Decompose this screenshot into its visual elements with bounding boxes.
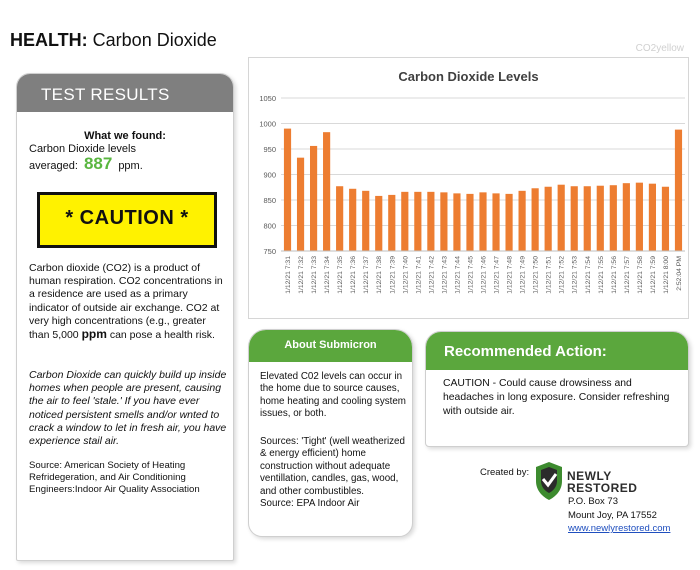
x-tick-label: 2:52:04 PM (675, 256, 683, 291)
recommended-panel (425, 331, 689, 447)
watermark-text: CO2yellow (635, 43, 684, 54)
brand-line1: NEWLY (567, 469, 612, 483)
co2-description-main: Carbon dioxide (CO2) is a product of human respiration. CO2 concentrations in a residence are used as a primary indicator of outside air exchange. CO2 at very high concentrations (e.g., greater than 5,000 (29, 262, 223, 342)
found-average-line (29, 154, 143, 174)
bar (310, 146, 317, 251)
x-tick-label: 1/12/21 7:37 (363, 256, 371, 294)
about-sources (260, 436, 410, 510)
about-panel (248, 329, 413, 537)
x-tick-label: 1/12/21 7:38 (376, 256, 384, 294)
chart-svg (249, 58, 690, 320)
bar (466, 194, 473, 251)
bar (453, 193, 460, 251)
shield-check-logo-icon (535, 461, 563, 501)
co2-description-tail: can pose a health risk. (109, 329, 215, 342)
x-tick-label: 1/12/21 7:47 (493, 256, 501, 294)
bar (427, 192, 434, 251)
x-tick-label: 1/12/21 7:41 (415, 256, 423, 294)
recommended-header: Recommended Action: (426, 332, 688, 370)
page-title-text: Carbon Dioxide (92, 30, 217, 50)
bar (323, 132, 330, 251)
page-title (10, 30, 217, 51)
bar (636, 183, 643, 251)
x-tick-label: 1/12/21 7:50 (532, 256, 540, 294)
bar (675, 130, 682, 251)
found-title: What we found: (84, 130, 166, 142)
x-tick-label: 1/12/21 7:57 (623, 256, 631, 294)
bar (558, 185, 565, 251)
x-tick-label: 1/12/21 7:43 (441, 256, 449, 294)
x-tick-label: 1/12/21 7:40 (402, 256, 410, 294)
y-tick-label: 1000 (259, 119, 276, 129)
y-tick-label: 750 (263, 247, 276, 256)
bar (401, 192, 408, 251)
x-tick-label: 1/12/21 7:56 (610, 256, 618, 294)
x-tick-label: 1/12/21 7:35 (337, 256, 345, 294)
bar (284, 129, 291, 251)
chart-title: Carbon Dioxide Levels (398, 69, 539, 84)
bar (479, 192, 486, 251)
bar (349, 189, 356, 251)
bar (662, 187, 669, 251)
bar (623, 183, 630, 251)
bar (492, 193, 499, 251)
bar (532, 188, 539, 251)
x-tick-label: 1/12/21 7:42 (428, 256, 436, 294)
x-tick-label: 1/12/21 7:49 (519, 256, 527, 294)
x-tick-label: 1/12/21 7:48 (506, 256, 514, 294)
x-tick-label: 1/12/21 7:55 (597, 256, 605, 294)
x-tick-label: 1/12/21 7:58 (636, 256, 644, 294)
website-link[interactable]: www.newlyrestored.com (568, 523, 671, 534)
x-tick-label: 1/12/21 7:32 (298, 256, 306, 294)
bar (336, 186, 343, 251)
created-by-label: Created by: (480, 467, 530, 478)
about-source-line: Source: EPA Indoor Air (260, 498, 360, 510)
x-tick-label: 1/12/21 7:53 (571, 256, 579, 294)
y-tick-label: 1050 (259, 94, 276, 103)
recommended-text: CAUTION - Could cause drowsiness and headaches in long exposure. Consider refreshing with outside air. (443, 378, 670, 417)
x-tick-label: 1/12/21 7:39 (389, 256, 397, 294)
y-tick-label: 800 (263, 221, 276, 231)
average-value: 887 (83, 154, 113, 173)
x-tick-label: 1/12/21 8:00 (662, 256, 670, 294)
address-line1: P.O. Box 73 (568, 496, 618, 507)
y-tick-label: 850 (263, 196, 276, 205)
x-tick-label: 1/12/21 7:31 (285, 256, 293, 294)
bar (597, 186, 604, 251)
about-header: About Submicron (249, 330, 412, 362)
found-line1: Carbon Dioxide levels (29, 143, 136, 155)
page-title-label: HEALTH: (10, 30, 88, 50)
x-tick-label: 1/12/21 7:33 (311, 256, 319, 294)
bar (375, 196, 382, 251)
about-text: Elevated C02 levels can occur in the home due to source causes, home heating and cooling system issues, or both. (260, 371, 406, 420)
test-results-panel (16, 73, 234, 561)
bar (519, 191, 526, 251)
x-tick-label: 1/12/21 7:46 (480, 256, 488, 294)
bar (414, 192, 421, 251)
y-tick-label: 900 (263, 170, 276, 180)
bar (610, 185, 617, 251)
x-tick-label: 1/12/21 7:52 (558, 256, 566, 294)
bar (584, 186, 591, 251)
co2-description-unit: ppm (81, 327, 107, 342)
co2-description (29, 262, 225, 342)
found-prefix: averaged: (29, 160, 78, 172)
x-tick-label: 1/12/21 7:44 (454, 256, 462, 294)
bar (362, 191, 369, 251)
about-sources-text: Sources: 'Tight' (well weatherized & energy efficient) home construction without adequate ventillation, candles, gas, wood, and other combustibles. (260, 436, 405, 497)
x-tick-label: 1/12/21 7:36 (350, 256, 358, 294)
bar (297, 158, 304, 251)
x-tick-label: 1/12/21 7:45 (467, 256, 475, 294)
bar (440, 192, 447, 251)
co2-italic-note: Carbon Dioxide can quickly build up inside homes when people are present, causing the air to feel 'stale.' If you have ever noticed persistent smells and/or wnted to crack a window to let in fresh air, you have experience stail air. (29, 369, 227, 448)
bar (388, 195, 395, 251)
bar (649, 184, 656, 251)
caution-badge: * CAUTION * (37, 192, 217, 248)
bar (545, 187, 552, 251)
results-source: Source: American Society of Heating Refridegeration, and Air Conditioning Engineers:Indoor Air Quality Association (29, 460, 200, 495)
found-suffix: ppm. (118, 160, 143, 172)
brand-line2: RESTORED (567, 481, 638, 495)
y-tick-label: 950 (263, 145, 276, 154)
x-tick-label: 1/12/21 7:59 (649, 256, 657, 294)
brand-name (567, 470, 637, 494)
bar (571, 186, 578, 251)
x-tick-label: 1/12/21 7:54 (584, 256, 592, 294)
test-results-header: TEST RESULTS (17, 74, 233, 112)
bar (505, 194, 512, 251)
x-tick-label: 1/12/21 7:34 (324, 256, 332, 294)
co2-chart (248, 57, 689, 319)
x-tick-label: 1/12/21 7:51 (545, 256, 553, 294)
address-line2: Mount Joy, PA 17552 (568, 510, 657, 521)
